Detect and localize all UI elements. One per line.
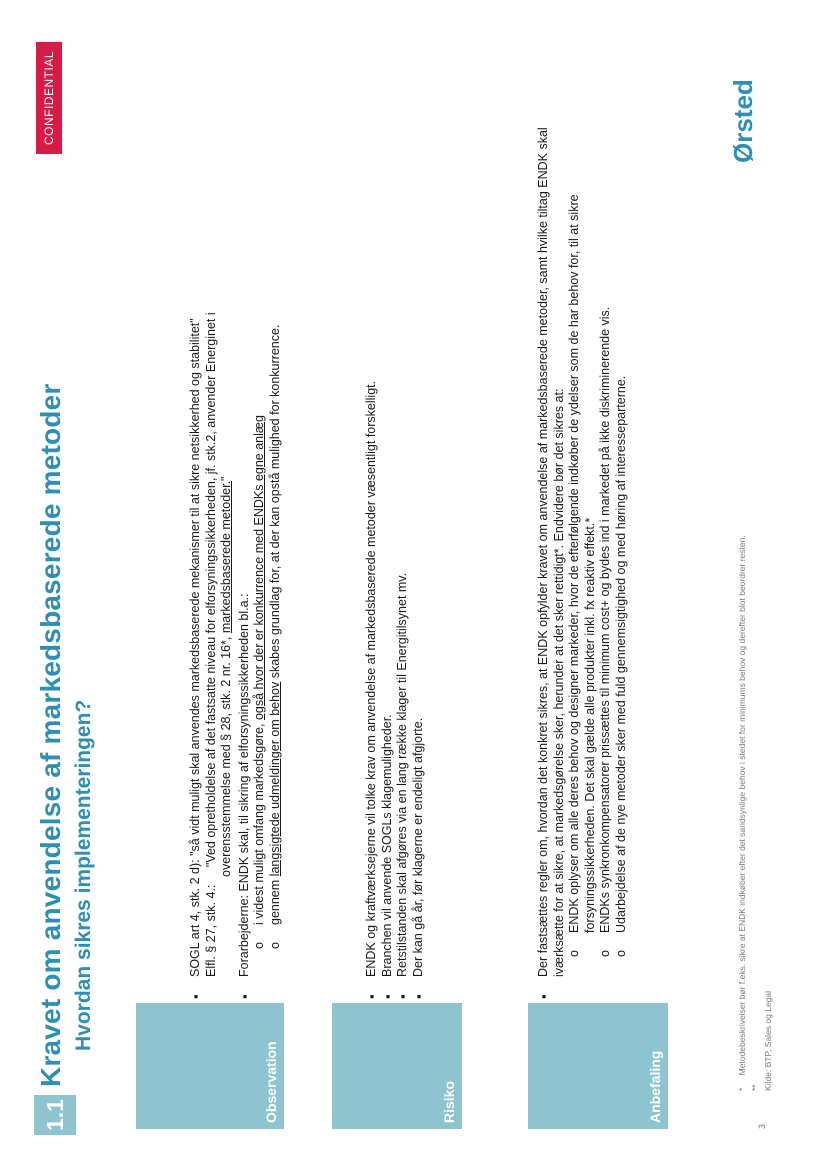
- risiko-label: Risiko: [441, 1080, 457, 1123]
- anbefaling-box: [528, 1003, 668, 1129]
- observation-bullet-1a: SOGL art 4, stk. 2 d): "så vidt muligt skal anvendes markedsbaserede mekanismer til at sikre netsikkerhed og stabilitet": [188, 318, 202, 977]
- page-number: 3: [757, 1123, 767, 1129]
- list-item: o ENDK oplyser om alle deres behov og designer markeder, hvor de efterfølgende indkøber de ydelser som de har behov for, til at sikre forsyningssikkerheden. Det skal gælde alle produkter inkl. fx reaktiv effekt.*: [567, 107, 598, 937]
- list-item: [536, 107, 629, 987]
- observation-bullet-1b-cont: overensstemmelse med § 28, stk. 2 nr. 16*,: [219, 636, 233, 877]
- page-subtitle: Hvordan sikres implementeringen?: [72, 699, 95, 1051]
- list-item: [237, 107, 284, 987]
- risiko-content: [364, 107, 426, 987]
- observation-bullet-1b-end: ": [219, 476, 233, 481]
- list-item: o Udarbejdelse af de nye metoder sker med fuld gennemsigtighed og med høring af interesseparterne.: [614, 107, 630, 937]
- observation-sub-1-pre: i videst muligt omfang markedsgøre,: [252, 723, 266, 925]
- footnote-1-text: Metodebeskrivelser bør f.eks. sikre at ENDK indkøber efter det sandsynlige behov i stedet for minimums behov og derefter blot beordrer resten.: [737, 535, 747, 1076]
- orsted-logo: Ørsted: [728, 79, 758, 163]
- footnote-1: [736, 535, 749, 1091]
- list-item: [268, 107, 284, 929]
- observation-bullet-1b-label: Elfl. § 27, stk. 4.:: [203, 884, 218, 977]
- risiko-box: [332, 1003, 462, 1129]
- list-item: [188, 107, 235, 987]
- observation-sub-2-post: skabes grundlag for, at der kan opstå mulighed for konkurrence.: [267, 324, 282, 679]
- observation-sub-1-link: også hvor der er konkurrence med ENDKs egne anlæg: [252, 415, 266, 721]
- footnotes: [736, 535, 775, 1091]
- page-title: Kravet om anvendelse af markedsbaserede metoder: [35, 383, 66, 1087]
- observation-bullet-1b-text: "Ved opretholdelse af det fastsatte niveau for elforsyningssikkerheden, jf. stk.2, anvender Energinet i: [203, 312, 218, 868]
- footnote-1-mark: *: [737, 1087, 747, 1091]
- anbefaling-label: Anbefaling: [647, 1050, 663, 1123]
- list-item: ▪ ENDK og kraftværksejerne vil tolke krav om anvendelse af markedsbaserede metoder væsentligt forskelligt.: [364, 107, 380, 987]
- observation-sub-2-pre: gennem: [267, 879, 282, 925]
- list-item: ▪ Der kan gå år, før klagerne er endeligt afgjorte.: [411, 107, 427, 987]
- observation-bullet-1b-link: markedsbaserede metoder.: [219, 480, 233, 634]
- list-item: ▪ Branchen vil anvende SOGLs klagemuligheder.: [380, 107, 396, 987]
- footnote-2-mark: **: [750, 1084, 760, 1091]
- footnote-2: [749, 535, 762, 1091]
- list-item: o ENDKs synkronkompensatorer prissættes til minimum cost+ og bydes ind i markedet på ikke diskriminerende vis.: [598, 107, 614, 937]
- list-item: [252, 107, 268, 929]
- observation-bullet-2: Forarbejderne: ENDK skal, til sikring af elforsyningssikkerheden bl.a.:: [236, 593, 251, 977]
- source-note: Kilde: BTP, Sales og Legal: [763, 990, 773, 1091]
- observation-content: [188, 107, 283, 987]
- observation-box: [136, 1003, 284, 1129]
- footnote-2-text: [750, 1076, 760, 1084]
- section-number-badge: 1.1: [34, 1095, 76, 1135]
- confidential-badge: CONFIDENTIAL: [36, 42, 62, 154]
- anbefaling-content: [536, 107, 629, 987]
- anbefaling-intro: Der fastsættes regler om, hvordan det konkret sikres, at ENDK opfylder kravet om anvendelse af markedsbaserede metoder, samt hvilke tiltag ENDK skal iværksætte for at sikre, at markedsgørelse sker, herunder at det sker rettidigt*. Endvidere bør det sikres at:: [536, 127, 566, 977]
- list-item: ▪ Retstilstanden skal afgøres via en lang række klager til Energitilsynet mv.: [395, 107, 411, 987]
- observation-label: Observation: [263, 1041, 279, 1123]
- observation-sub-2-link: langsigtede udmeldinger om behov: [267, 681, 282, 877]
